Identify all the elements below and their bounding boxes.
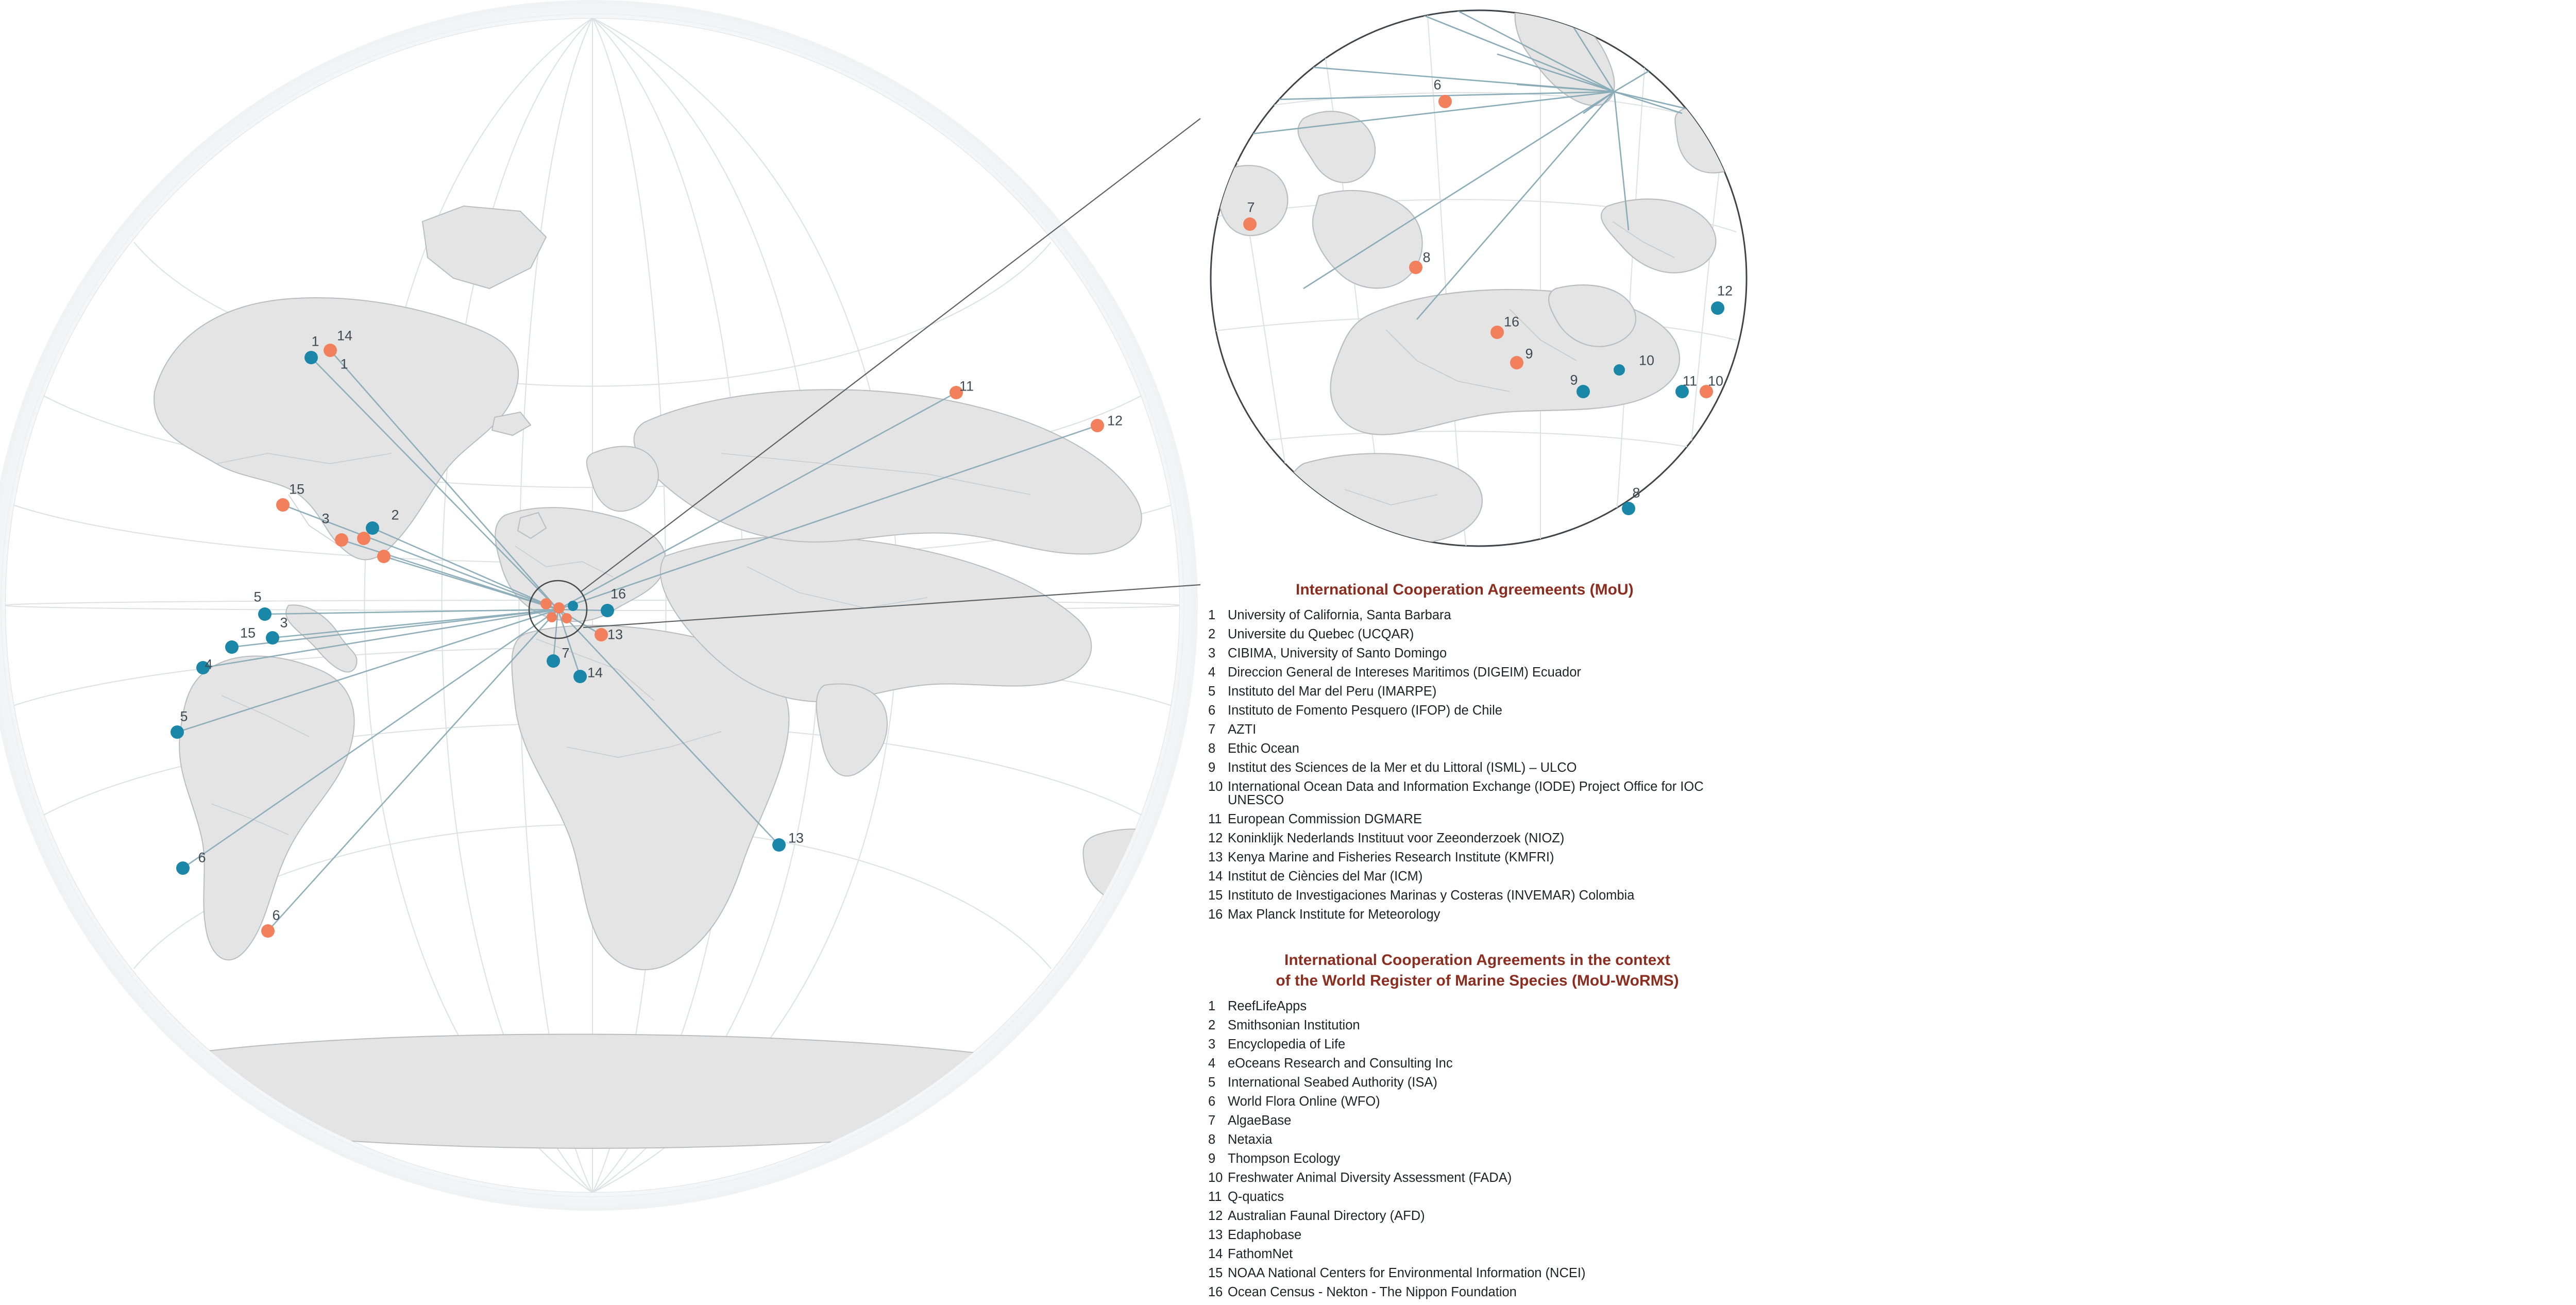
- legend-number: 1: [1208, 999, 1216, 1014]
- globe-label-5: 5: [253, 589, 262, 605]
- legend-label: Edaphobase: [1228, 1228, 1302, 1243]
- legend-label: International Seabed Authority (ISA): [1228, 1075, 1437, 1090]
- list-item[interactable]: [1208, 685, 1747, 699]
- globe-marker-16-blue[interactable]: [601, 604, 614, 617]
- globe-contents: [5, 18, 1189, 1193]
- legend-label: ReefLifeApps: [1228, 999, 1307, 1014]
- globe-label-2: 2: [391, 507, 399, 523]
- legend-number: 7: [1208, 722, 1216, 737]
- globe-marker-15-blue[interactable]: [225, 640, 239, 654]
- globe-marker-15-orange[interactable]: [276, 498, 290, 512]
- globe-label-1: 1: [311, 333, 319, 349]
- legend-label: Encyclopedia of Life: [1228, 1037, 1346, 1052]
- legend-number: 13: [1208, 1228, 1223, 1243]
- inset-marker-8-orange[interactable]: [1409, 261, 1422, 274]
- legend-number: 13: [1208, 850, 1223, 865]
- legend-number: 3: [1208, 1037, 1216, 1052]
- globe-svg: [0, 0, 1200, 1245]
- inset-label-10b: 10: [1707, 373, 1724, 389]
- legend-label: Smithsonian Institution: [1228, 1018, 1360, 1033]
- list-item[interactable]: [1208, 1038, 1747, 1052]
- legend-label: Instituto del Mar del Peru (IMARPE): [1228, 684, 1437, 699]
- inset-label-12: 12: [1717, 283, 1733, 299]
- legend-list-mou: [1208, 609, 1747, 921]
- list-item[interactable]: [1208, 1153, 1747, 1166]
- legend-label: NOAA National Centers for Environmental Information (NCEI): [1228, 1266, 1586, 1281]
- inset-hub-marker[interactable]: [1614, 364, 1625, 376]
- legend-label: Koninklijk Nederlands Instituut voor Zeeonderzoek (NIOZ): [1228, 831, 1565, 845]
- legend-number: 2: [1208, 627, 1216, 641]
- list-item[interactable]: [1208, 908, 1747, 922]
- globe-label-13: 13: [607, 626, 623, 642]
- list-item[interactable]: [1208, 1286, 1747, 1299]
- legend-number: 14: [1208, 1247, 1223, 1262]
- globe-hub-dot-e[interactable]: [568, 601, 578, 611]
- globe-label-14: 14: [336, 328, 353, 344]
- globe-marker-mou-1-blue[interactable]: [304, 351, 318, 364]
- legend-label: Instituto de Investigaciones Marinas y Costeras (INVEMAR) Colombia: [1228, 888, 1635, 903]
- list-item[interactable]: [1208, 1000, 1747, 1013]
- legend-label: European Commission DGMARE: [1228, 811, 1422, 826]
- globe-marker-12-orange[interactable]: [1091, 419, 1104, 432]
- legend-number: 15: [1208, 888, 1223, 903]
- list-item[interactable]: [1208, 1172, 1747, 1185]
- legend-number: 15: [1208, 1266, 1223, 1281]
- globe-hub-dot-c[interactable]: [547, 612, 557, 622]
- inset-label-10: 10: [1638, 352, 1655, 368]
- list-item[interactable]: [1208, 781, 1747, 807]
- legend-label: Q-quatics: [1228, 1190, 1284, 1205]
- legend-title-worms-line1: International Cooperation Agreements in the context: [1284, 952, 1670, 969]
- legend-label: Max Planck Institute for Meteorology: [1228, 907, 1440, 922]
- legend-number: 4: [1208, 665, 1216, 680]
- globe-marker-6-blue[interactable]: [176, 861, 190, 875]
- list-item[interactable]: [1208, 609, 1747, 622]
- legend-label: Thompson Ecology: [1228, 1151, 1341, 1166]
- legend-number: 10: [1208, 779, 1223, 794]
- legend-number: 10: [1208, 1171, 1223, 1185]
- globe-label-15b: 15: [240, 625, 256, 641]
- globe-marker-5b-blue[interactable]: [171, 725, 184, 739]
- list-item[interactable]: [1208, 813, 1747, 826]
- globe-label-1b: 1: [340, 356, 348, 372]
- list-item[interactable]: [1208, 1057, 1747, 1071]
- legend-list-worms: [1208, 1000, 1747, 1299]
- list-item[interactable]: [1208, 628, 1747, 641]
- legend-label: eOceans Research and Consulting Inc: [1228, 1056, 1453, 1071]
- globe-label-14b: 14: [587, 665, 603, 681]
- legend-number: 11: [1208, 811, 1222, 826]
- list-item[interactable]: [1208, 1229, 1747, 1242]
- list-item[interactable]: [1208, 1191, 1747, 1204]
- list-item[interactable]: [1208, 889, 1747, 903]
- legend-label: Ocean Census - Nekton - The Nippon Foundation: [1228, 1285, 1517, 1300]
- globe-label-3: 3: [321, 511, 330, 527]
- legend-title-worms-line2: of the World Register of Marine Species (MoU-WoRMS): [1276, 972, 1679, 989]
- legend-number: 3: [1208, 646, 1216, 660]
- globe-label-4: 4: [205, 656, 213, 672]
- globe-label-5b: 5: [180, 708, 188, 724]
- legend-number: 1: [1208, 608, 1216, 622]
- legend-number: 5: [1208, 684, 1216, 699]
- inset-label-7: 7: [1247, 199, 1255, 215]
- inset-marker-6-orange[interactable]: [1438, 95, 1452, 108]
- globe-marker-caribbean-orange[interactable]: [377, 550, 391, 563]
- legend-label: Freshwater Animal Diversity Assessment (FADA): [1228, 1171, 1512, 1185]
- legend-number: 4: [1208, 1056, 1216, 1071]
- legend-number: 6: [1208, 1094, 1216, 1109]
- legend-label: Universite du Quebec (UCQAR): [1228, 627, 1414, 641]
- globe-marker-mou-14-orange[interactable]: [324, 344, 337, 357]
- legend-label: World Flora Online (WFO): [1228, 1094, 1380, 1109]
- globe-label-13b: 13: [788, 830, 804, 846]
- legend-number: 8: [1208, 1132, 1216, 1147]
- legend-label: Kenya Marine and Fisheries Research Institute (KMFRI): [1228, 850, 1554, 865]
- globe-marker-13-blue[interactable]: [772, 838, 786, 852]
- list-item[interactable]: [1208, 1019, 1747, 1032]
- legend-panel: [1208, 580, 1747, 1305]
- legend-label: Ethic Ocean: [1228, 741, 1299, 756]
- inset-map-europe: [1149, 0, 1747, 577]
- list-item[interactable]: [1208, 647, 1747, 660]
- globe-label-7: 7: [562, 645, 570, 661]
- legend-label: AlgaeBase: [1228, 1113, 1292, 1128]
- legend-number: 7: [1208, 1113, 1216, 1128]
- globe-marker-5-blue[interactable]: [258, 607, 272, 621]
- legend-number: 16: [1208, 907, 1223, 922]
- globe-label-6: 6: [198, 850, 206, 866]
- list-item[interactable]: [1208, 870, 1747, 884]
- globe-hub-dot-d[interactable]: [562, 613, 572, 623]
- globe-marker-6-orange[interactable]: [261, 924, 275, 938]
- legend-label: Direccion General de Intereses Maritimos (DIGEIM) Ecuador: [1228, 665, 1581, 680]
- list-item[interactable]: [1208, 704, 1747, 718]
- list-item[interactable]: [1208, 742, 1747, 756]
- list-item[interactable]: [1208, 1095, 1747, 1109]
- globe-marker-14-blue[interactable]: [573, 670, 587, 683]
- list-item[interactable]: [1208, 1133, 1747, 1147]
- legend-label: Institut des Sciences de la Mer et du Littoral (ISML) – ULCO: [1228, 760, 1577, 775]
- globe-label-12: 12: [1107, 413, 1123, 429]
- globe-marker-13-orange[interactable]: [595, 628, 608, 641]
- globe-label-11: 11: [959, 378, 974, 394]
- inset-label-9b: 9: [1570, 372, 1578, 388]
- globe-label-6b: 6: [272, 907, 280, 923]
- list-item[interactable]: [1208, 1210, 1747, 1223]
- inset-marker-16-orange[interactable]: [1490, 326, 1504, 339]
- globe-label-3b: 3: [280, 615, 288, 631]
- globe-label-16: 16: [610, 586, 626, 602]
- list-item[interactable]: [1208, 1248, 1747, 1261]
- legend-number: 12: [1208, 831, 1223, 845]
- inset-label-16: 16: [1503, 314, 1520, 330]
- globe-hub-dot-a[interactable]: [540, 598, 552, 609]
- legend-number: 11: [1208, 1190, 1222, 1205]
- globe-marker-2-blue[interactable]: [366, 521, 379, 535]
- globe-marker-3-orange[interactable]: [335, 533, 348, 547]
- legend-title-worms: [1208, 950, 1747, 991]
- legend-title-mou: International Cooperation Agreemeents (MoU): [1296, 581, 1634, 598]
- legend-label: Instituto de Fomento Pesquero (IFOP) de Chile: [1228, 703, 1502, 718]
- inset-svg: [1149, 0, 1747, 577]
- inset-marker-9-orange[interactable]: [1510, 356, 1523, 369]
- legend-number: 12: [1208, 1209, 1223, 1224]
- globe-hub-dot-b[interactable]: [553, 602, 565, 614]
- legend-label: Netaxia: [1228, 1132, 1273, 1147]
- legend-number: 8: [1208, 741, 1216, 756]
- list-item[interactable]: [1208, 1114, 1747, 1128]
- legend-number: 2: [1208, 1018, 1216, 1033]
- inset-label-8: 8: [1422, 249, 1431, 265]
- list-item[interactable]: [1208, 1076, 1747, 1090]
- inset-label-11: 11: [1682, 373, 1698, 389]
- legend-label: University of California, Santa Barbara: [1228, 608, 1451, 622]
- legend-number: 14: [1208, 869, 1223, 884]
- globe-label-15: 15: [289, 481, 305, 497]
- legend-block-worms: [1208, 950, 1747, 1299]
- inset-label-6: 6: [1433, 77, 1442, 93]
- legend-number: 9: [1208, 760, 1216, 775]
- list-item[interactable]: [1208, 761, 1747, 775]
- legend-label: Australian Faunal Directory (AFD): [1228, 1209, 1425, 1224]
- legend-label: Institut de Ciències del Mar (ICM): [1228, 869, 1423, 884]
- legend-number: 9: [1208, 1151, 1216, 1166]
- legend-label: International Ocean Data and Information Exchange (IODE) Project Office for IOC UNESCO: [1228, 779, 1704, 807]
- list-item[interactable]: [1208, 832, 1747, 845]
- list-item[interactable]: [1208, 1267, 1747, 1280]
- globe-marker-3-blue[interactable]: [266, 631, 279, 645]
- globe-map: [0, 0, 1200, 1245]
- legend-number: 5: [1208, 1075, 1216, 1090]
- legend-label: AZTI: [1228, 722, 1257, 737]
- list-item[interactable]: [1208, 666, 1747, 680]
- legend-number: 16: [1208, 1285, 1223, 1300]
- list-item[interactable]: [1208, 851, 1747, 865]
- inset-label-8b: 8: [1632, 485, 1640, 501]
- inset-marker-9-blue[interactable]: [1577, 385, 1590, 398]
- list-item[interactable]: [1208, 723, 1747, 737]
- inset-marker-12-blue[interactable]: [1711, 301, 1724, 315]
- inset-marker-8-blue[interactable]: [1622, 502, 1635, 515]
- legend-label: FathomNet: [1228, 1247, 1293, 1262]
- inset-label-9: 9: [1525, 346, 1533, 362]
- inset-marker-7-orange[interactable]: [1243, 217, 1257, 231]
- globe-marker-7-blue[interactable]: [547, 654, 560, 668]
- legend-label: CIBIMA, University of Santo Domingo: [1228, 646, 1447, 660]
- legend-number: 6: [1208, 703, 1216, 718]
